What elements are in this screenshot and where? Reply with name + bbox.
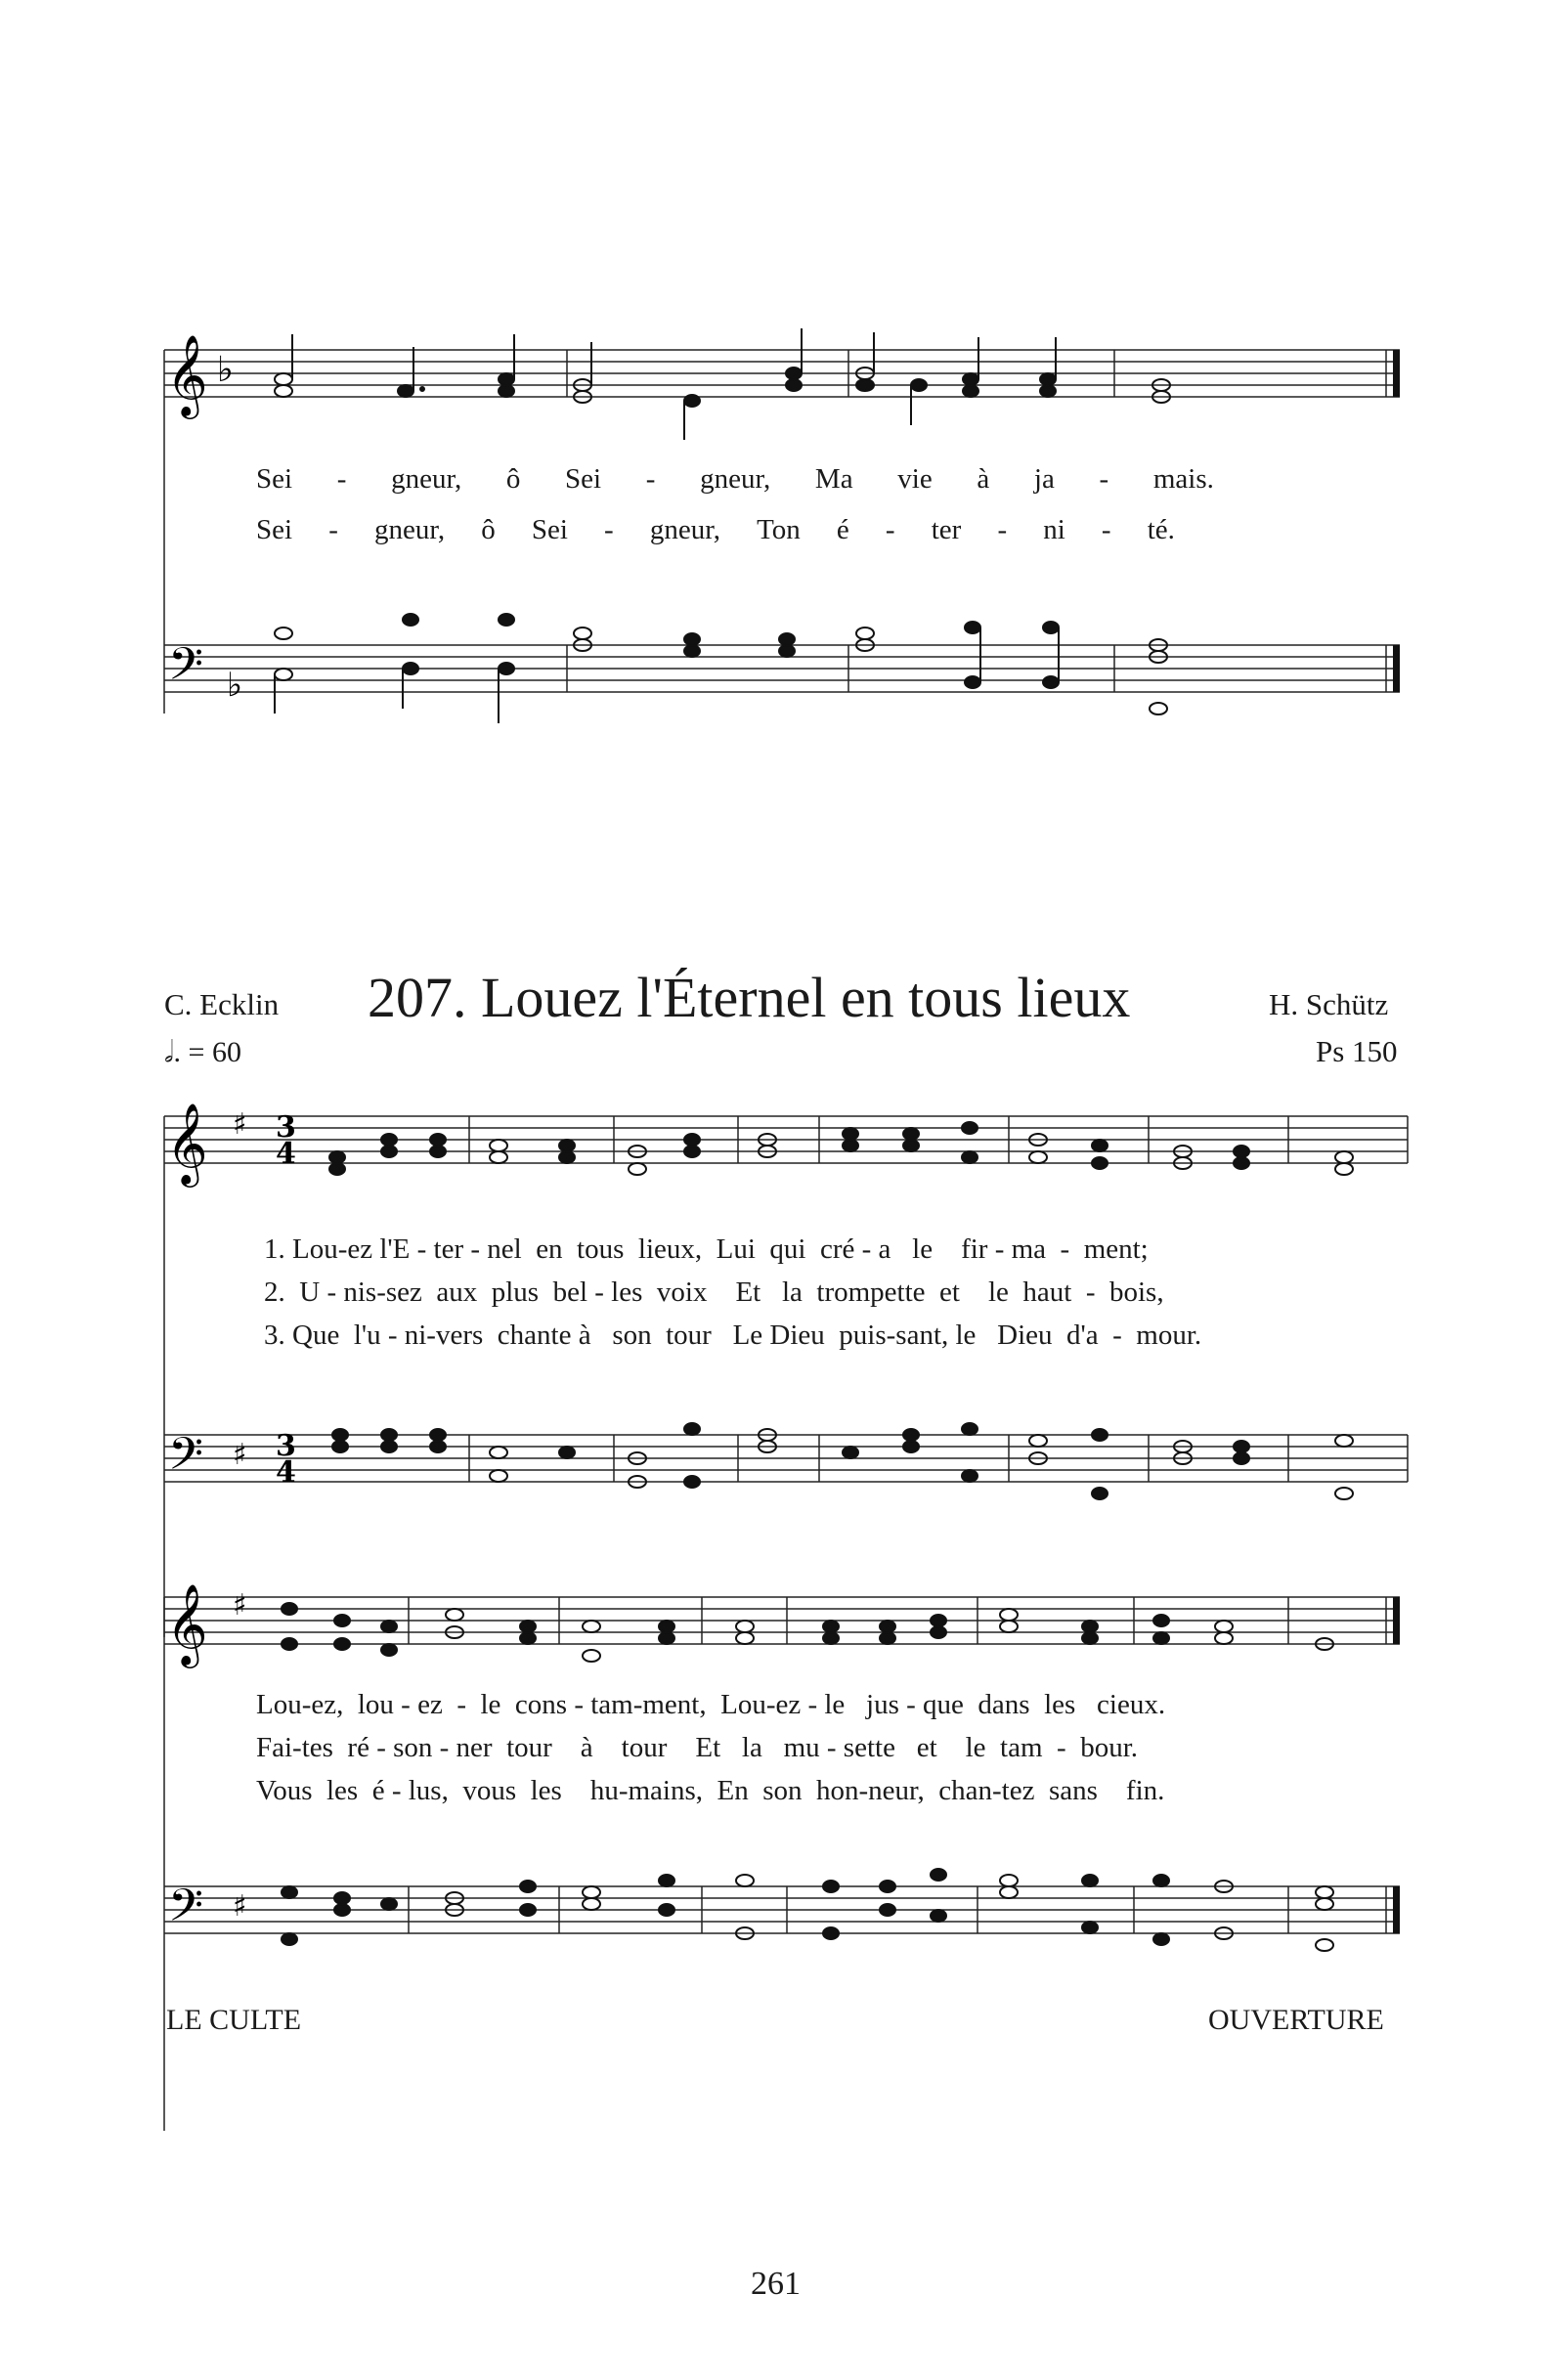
syllable: -	[1099, 463, 1109, 495]
top-treble-staff	[0, 293, 1564, 489]
syllable: Sei	[565, 463, 602, 495]
flat-icon: ♭	[217, 350, 234, 390]
system1-bass-staff	[0, 1388, 1564, 1564]
treble-clef-icon: 𝄞	[166, 333, 208, 415]
bass-clef-icon: 𝄢	[168, 1428, 204, 1492]
tempo-value: = 60	[188, 1036, 241, 1068]
sharp-icon: ♯	[233, 1588, 247, 1623]
syllable: vie	[897, 463, 933, 495]
syllable: -	[1101, 514, 1111, 545]
sharp-icon: ♯	[233, 1438, 247, 1472]
syllable: mais.	[1152, 463, 1214, 495]
dotted-half-note-icon: 𝅗𝅥.	[164, 1036, 182, 1068]
system2-verse-1: Lou-ez, lou - ez - le cons - tam-ment, Lou-ez - le jus - que dans les cieux.	[256, 1689, 1166, 1720]
top-bass-staff	[0, 586, 1564, 782]
syllable: -	[336, 463, 347, 495]
syllable: Sei	[256, 463, 293, 495]
syllable: é	[836, 514, 849, 545]
syllable: té.	[1147, 514, 1175, 545]
bass-clef-icon: 𝄢	[168, 1880, 204, 1943]
system2-bass-staff	[0, 1838, 1564, 2004]
sharp-icon: ♯	[233, 1889, 247, 1924]
time-sig-bottom: 4	[276, 1137, 296, 1171]
syllable: Sei	[531, 514, 568, 545]
syllable: ter	[931, 514, 962, 545]
syllable: gneur,	[391, 463, 462, 495]
syllable: gneur,	[373, 514, 446, 545]
treble-clef-icon: 𝄞	[166, 1582, 208, 1665]
syllable: ô	[505, 463, 521, 495]
syllable: ni	[1043, 514, 1065, 545]
footer-section-right: OUVERTURE	[1208, 2004, 1384, 2036]
top-lyric-line-2	[256, 514, 1175, 546]
flat-icon: ♭	[227, 666, 243, 705]
syllable: -	[997, 514, 1008, 545]
system2-verse-3: Vous les é - lus, vous les hu-mains, En son hon-neur, chan-tez sans fin.	[256, 1775, 1165, 1806]
composer: H. Schütz	[1269, 987, 1389, 1021]
treble-clef-icon: 𝄞	[166, 1102, 208, 1184]
psalm-reference: Ps 150	[1316, 1034, 1398, 1068]
syllable: -	[604, 514, 614, 545]
syllable: Ton	[757, 514, 801, 545]
lyricist: C. Ecklin	[164, 987, 280, 1021]
system1-verse-3: 3. Que l'u - ni-vers chante à son tour Le Dieu puis-sant, le Dieu d'a - mour.	[264, 1320, 1202, 1351]
syllable: Sei	[256, 514, 293, 545]
system1-verse-2: 2. U - nis-sez aux plus bel - les voix Et la trompette et le haut - bois,	[264, 1277, 1164, 1308]
time-sig-bottom: 4	[276, 1455, 296, 1490]
syllable: ja	[1033, 463, 1055, 495]
tempo-marking	[164, 1036, 241, 1069]
time-sig-top: 3	[276, 1429, 296, 1463]
syllable: -	[645, 463, 656, 495]
page-number: 261	[751, 2266, 801, 2302]
bass-clef-icon: 𝄢	[168, 638, 204, 702]
top-lyric-line-1	[256, 463, 1214, 496]
footer-section-left: LE CULTE	[166, 2004, 302, 2036]
syllable: à	[977, 463, 990, 495]
syllable: gneur,	[649, 514, 720, 545]
syllable: ô	[481, 514, 496, 545]
syllable: gneur,	[700, 463, 771, 495]
hymn-title: 207. Louez l'Éternel en tous lieux	[368, 966, 1131, 1029]
syllable: Ma	[814, 463, 853, 495]
system2-verse-2: Fai-tes ré - son - ner tour à tour Et la mu - sette et le tam - bour.	[256, 1732, 1139, 1763]
sharp-icon: ♯	[233, 1107, 247, 1142]
time-sig-top: 3	[276, 1110, 296, 1145]
syllable: -	[328, 514, 338, 545]
syllable: -	[885, 514, 895, 545]
system1-verse-1: 1. Lou-ez l'E - ter - nel en tous lieux, Lui qui cré - a le fir - ma - ment;	[264, 1233, 1149, 1265]
